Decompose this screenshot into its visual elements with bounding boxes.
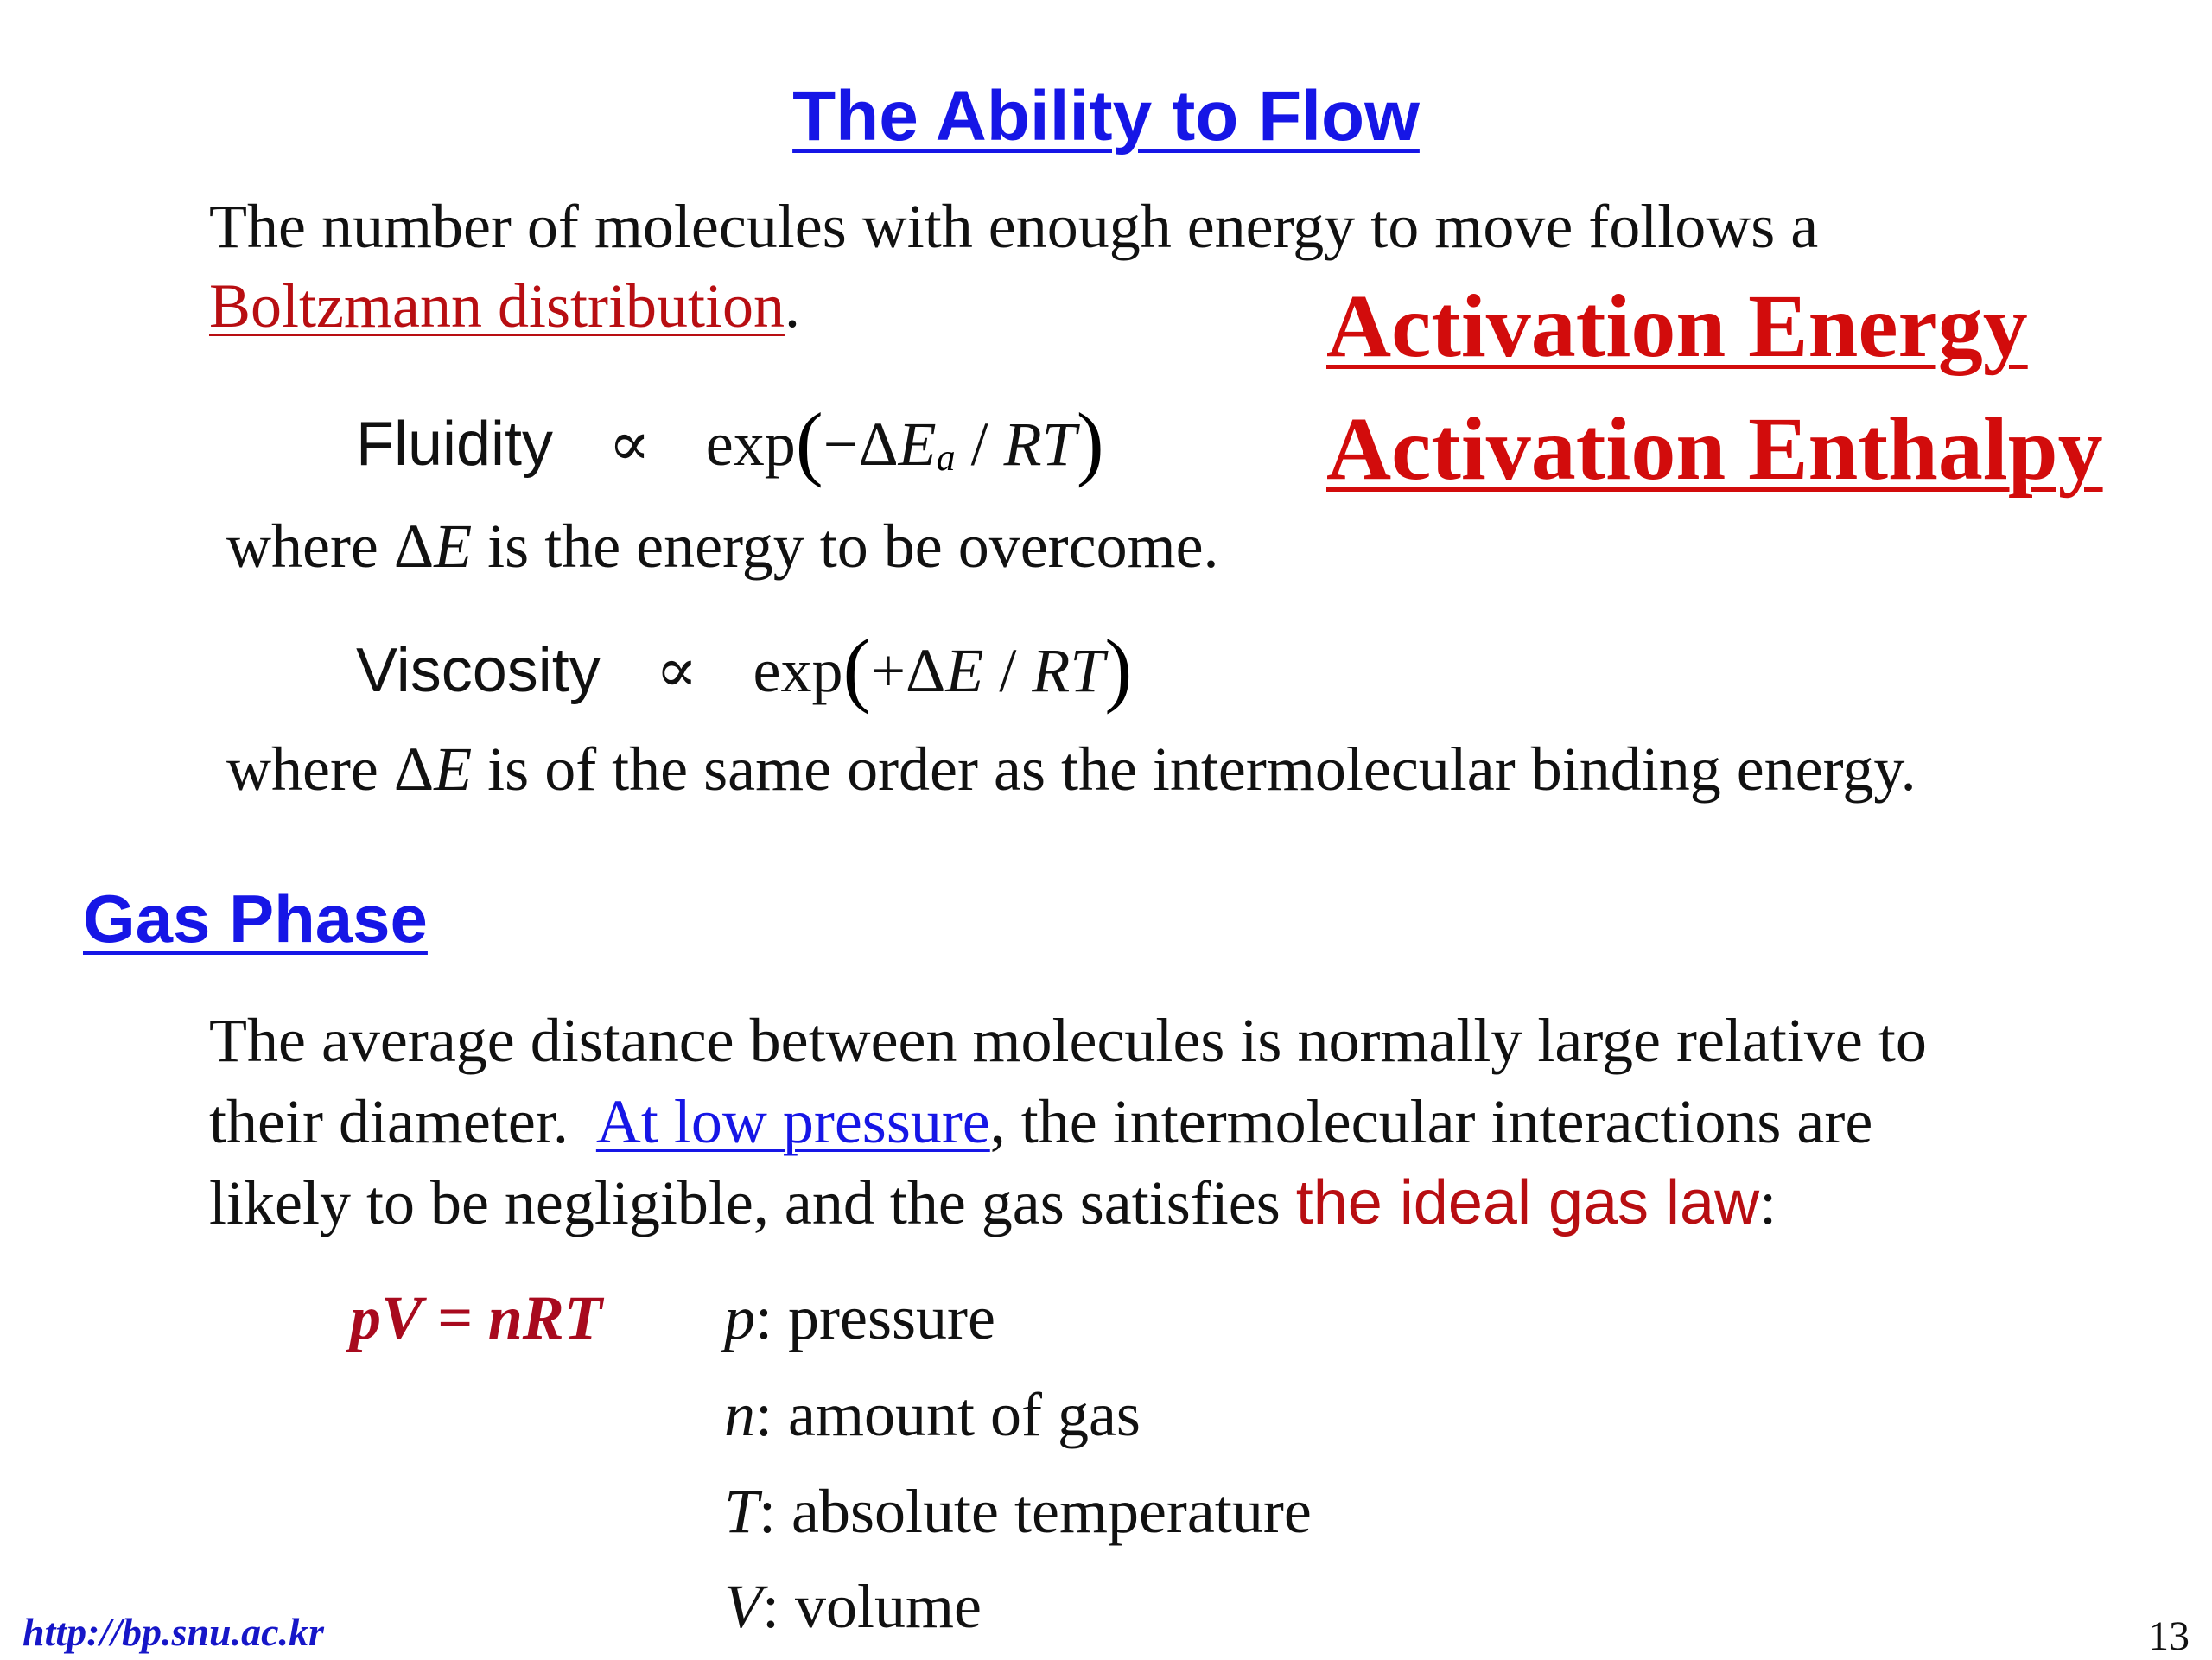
- footer-url-link[interactable]: http://bp.snu.ac.kr: [22, 1610, 324, 1654]
- viscosity-label: Viscosity: [356, 636, 601, 705]
- variable-description: : volume: [761, 1572, 982, 1641]
- plus-sign: +: [870, 636, 906, 705]
- ideal-gas-equation: pV = nRT: [350, 1283, 602, 1352]
- where-1-variable: E: [434, 512, 473, 581]
- where-line-2: [226, 728, 1916, 811]
- energy-variable: E: [945, 636, 984, 705]
- fluidity-label: Fluidity: [356, 410, 554, 479]
- gas-line-3-prefix: likely to be negligible, and the gas satisfies: [209, 1168, 1296, 1237]
- variable-temperature: [724, 1476, 1312, 1548]
- variable-symbol: n: [724, 1380, 755, 1449]
- proportional-symbol: ∝: [608, 410, 651, 479]
- activation-subscript: a: [936, 436, 956, 479]
- where-2-prefix: where Δ: [226, 735, 435, 804]
- intro-period: .: [784, 271, 800, 340]
- where-1-suffix: is the energy to be overcome.: [472, 512, 1219, 581]
- intro-line-1: The number of molecules with enough energy to move follows a: [209, 192, 1819, 261]
- close-paren: ): [1104, 622, 1133, 715]
- gas-line-2: [209, 1080, 1872, 1163]
- exp-function: exp: [753, 636, 843, 705]
- energy-variable: E: [898, 410, 937, 479]
- minus-sign: −: [823, 410, 859, 479]
- where-line-1: [226, 505, 1219, 588]
- variable-amount: [724, 1379, 1141, 1451]
- gas-line-3-suffix: :: [1759, 1168, 1777, 1237]
- gas-line-2-suffix: , the intermolecular interactions are: [989, 1087, 1873, 1156]
- variable-pressure: [724, 1282, 995, 1354]
- delta-symbol: Δ: [906, 636, 946, 705]
- delta-symbol: Δ: [858, 410, 899, 479]
- intro-line-2: [209, 264, 800, 347]
- page-number: 13: [2148, 1613, 2190, 1659]
- variable-symbol: T: [724, 1477, 760, 1546]
- low-pressure-link[interactable]: At low pressure: [595, 1087, 990, 1156]
- variable-symbol: p: [724, 1283, 755, 1352]
- variable-description: : absolute temperature: [759, 1477, 1312, 1546]
- where-1-prefix: where Δ: [226, 512, 435, 581]
- gas-phase-heading[interactable]: Gas Phase: [83, 881, 428, 957]
- slash: /: [955, 410, 1004, 479]
- variable-description: : pressure: [755, 1283, 995, 1352]
- boltzmann-distribution-link[interactable]: Boltzmann distribution: [209, 271, 785, 340]
- variable-description: : amount of gas: [755, 1380, 1141, 1449]
- variable-symbol: V: [724, 1572, 762, 1641]
- ideal-gas-law-term: the ideal gas law: [1295, 1168, 1760, 1237]
- rt-term: RT: [1003, 410, 1077, 479]
- gas-line-3: [209, 1161, 1777, 1244]
- where-2-suffix: is of the same order as the intermolecular binding energy.: [472, 735, 1916, 804]
- gas-line-2-prefix: their diameter.: [209, 1087, 596, 1156]
- activation-energy-callout: Activation Energy: [1326, 277, 2028, 376]
- fluidity-formula: [356, 389, 1104, 488]
- gas-line-1: The average distance between molecules is normally large relative to: [209, 1006, 1927, 1075]
- activation-enthalpy-callout: Activation Enthalpy: [1326, 399, 2103, 499]
- rt-term: RT: [1032, 636, 1105, 705]
- slash: /: [983, 636, 1033, 705]
- slide-title[interactable]: The Ability to Flow: [792, 77, 1420, 156]
- variable-volume: [724, 1571, 982, 1643]
- where-2-variable: E: [434, 735, 473, 804]
- open-paren: (: [842, 622, 871, 715]
- viscosity-formula: [356, 615, 1133, 715]
- open-paren: (: [795, 396, 823, 488]
- exp-function: exp: [705, 410, 796, 479]
- close-paren: ): [1076, 396, 1104, 488]
- proportional-symbol: ∝: [655, 636, 698, 705]
